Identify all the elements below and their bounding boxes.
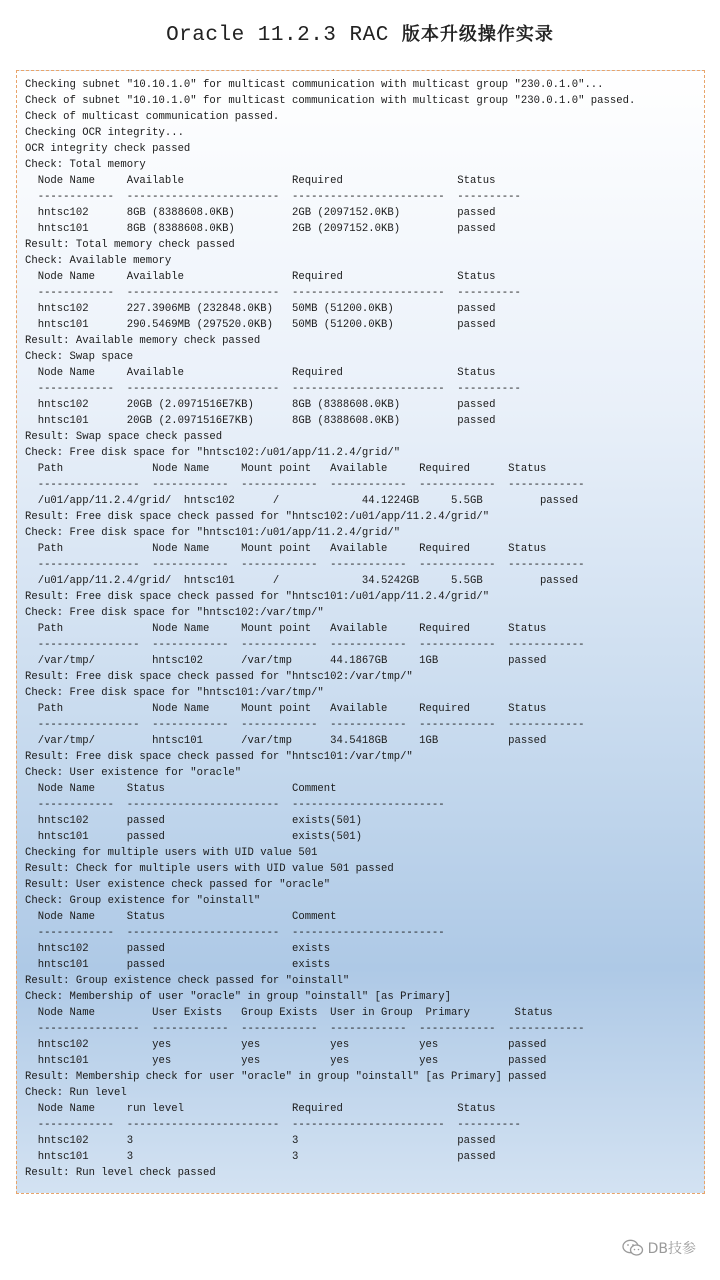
- log-line: Check: Free disk space for "hntsc101:/u01/app/11.2.4/grid/": [25, 527, 401, 539]
- log-output: [17, 71, 704, 1181]
- log-line: /var/tmp/ hntsc101 /var/tmp 34.5418GB 1GB passed: [25, 735, 547, 747]
- log-line: Checking subnet "10.10.1.0" for multicast communication with multicast group "230.0.1.0"...: [25, 79, 604, 91]
- log-line: Result: Free disk space check passed for "hntsc101:/u01/app/11.2.4/grid/": [25, 591, 490, 603]
- log-line: Result: Free disk space check passed for "hntsc102:/u01/app/11.2.4/grid/": [25, 511, 490, 523]
- log-line: Result: Free disk space check passed for "hntsc102:/var/tmp/": [25, 671, 413, 683]
- log-line: Check: Swap space: [25, 351, 134, 363]
- log-line: Check of multicast communication passed.: [25, 111, 280, 123]
- log-line: Result: User existence check passed for "oracle": [25, 879, 331, 891]
- log-line: /u01/app/11.2.4/grid/ hntsc102 / 44.1224GB 5.5GB passed: [25, 495, 579, 507]
- log-line: /u01/app/11.2.4/grid/ hntsc101 / 34.5242GB 5.5GB passed: [25, 575, 579, 587]
- log-line: Node Name Available Required Status: [25, 175, 496, 187]
- log-line: hntsc101 8GB (8388608.0KB) 2GB (2097152.0KB) passed: [25, 223, 496, 235]
- log-line: Result: Group existence check passed for "oinstall": [25, 975, 350, 987]
- log-line: ---------------- ------------ ------------ ------------ ------------ ------------: [25, 479, 585, 491]
- log-line: hntsc101 20GB (2.0971516E7KB) 8GB (8388608.0KB) passed: [25, 415, 496, 427]
- log-line: hntsc101 3 3 passed: [25, 1151, 496, 1163]
- log-line: hntsc101 passed exists: [25, 959, 331, 971]
- log-line: Checking for multiple users with UID value 501: [25, 847, 318, 859]
- log-line: ------------ ------------------------ ------------------------ ----------: [25, 191, 521, 203]
- log-line: Check: Run level: [25, 1087, 127, 1099]
- log-line: ---------------- ------------ ------------ ------------ ------------ ------------: [25, 719, 585, 731]
- log-line: Result: Check for multiple users with UID value 501 passed: [25, 863, 394, 875]
- log-line: Check: User existence for "oracle": [25, 767, 242, 779]
- log-line: Node Name User Exists Group Exists User in Group Primary Status: [25, 1007, 553, 1019]
- log-line: hntsc101 yes yes yes yes passed: [25, 1055, 547, 1067]
- log-panel: [16, 70, 705, 1194]
- log-line: ------------ ------------------------ ------------------------ ----------: [25, 1119, 521, 1131]
- log-line: hntsc102 yes yes yes yes passed: [25, 1039, 547, 1051]
- log-line: Check: Free disk space for "hntsc102:/u01/app/11.2.4/grid/": [25, 447, 401, 459]
- watermark-text: DB技参: [647, 1241, 696, 1257]
- log-line: Check: Free disk space for "hntsc102:/var/tmp/": [25, 607, 324, 619]
- log-line: hntsc102 passed exists(501): [25, 815, 362, 827]
- log-line: hntsc102 20GB (2.0971516E7KB) 8GB (8388608.0KB) passed: [25, 399, 496, 411]
- log-line: Path Node Name Mount point Available Required Status: [25, 703, 547, 715]
- log-line: Result: Total memory check passed: [25, 239, 235, 251]
- log-line: ------------ ------------------------ ------------------------: [25, 799, 445, 811]
- log-line: Check: Free disk space for "hntsc101:/var/tmp/": [25, 687, 324, 699]
- log-line: hntsc102 3 3 passed: [25, 1135, 496, 1147]
- log-line: ---------------- ------------ ------------ ------------ ------------ ------------: [25, 1023, 585, 1035]
- title-chinese: 版本升级操作实录: [401, 24, 554, 45]
- log-line: hntsc101 passed exists(501): [25, 831, 362, 843]
- log-line: ------------ ------------------------ ------------------------: [25, 927, 445, 939]
- log-line: /var/tmp/ hntsc102 /var/tmp 44.1867GB 1GB passed: [25, 655, 547, 667]
- log-line: Path Node Name Mount point Available Required Status: [25, 543, 547, 555]
- log-line: ---------------- ------------ ------------ ------------ ------------ ------------: [25, 559, 585, 571]
- log-line: Result: Free disk space check passed for "hntsc101:/var/tmp/": [25, 751, 413, 763]
- log-line: Check: Available memory: [25, 255, 172, 267]
- log-line: Node Name Available Required Status: [25, 271, 496, 283]
- log-line: hntsc102 8GB (8388608.0KB) 2GB (2097152.0KB) passed: [25, 207, 496, 219]
- log-line: Check of subnet "10.10.1.0" for multicast communication with multicast group "230.0.1.0" passed.: [25, 95, 636, 107]
- title-latin: Oracle 11.2.3 RAC: [166, 24, 402, 47]
- watermark: [622, 1238, 696, 1258]
- log-line: Result: Swap space check passed: [25, 431, 223, 443]
- wechat-icon: [622, 1239, 644, 1257]
- log-line: OCR integrity check passed: [25, 143, 191, 155]
- log-line: hntsc102 227.3906MB (232848.0KB) 50MB (51200.0KB) passed: [25, 303, 496, 315]
- log-line: Path Node Name Mount point Available Required Status: [25, 463, 547, 475]
- log-line: Node Name Status Comment: [25, 911, 337, 923]
- log-line: hntsc101 290.5469MB (297520.0KB) 50MB (51200.0KB) passed: [25, 319, 496, 331]
- log-line: Checking OCR integrity...: [25, 127, 184, 139]
- log-line: ------------ ------------------------ ------------------------ ----------: [25, 383, 521, 395]
- log-line: Path Node Name Mount point Available Required Status: [25, 623, 547, 635]
- log-line: Result: Available memory check passed: [25, 335, 261, 347]
- log-line: Node Name Available Required Status: [25, 367, 496, 379]
- log-line: Check: Membership of user "oracle" in group "oinstall" [as Primary]: [25, 991, 451, 1003]
- log-line: Check: Total memory: [25, 159, 146, 171]
- log-line: Result: Run level check passed: [25, 1167, 216, 1179]
- page-title: [0, 20, 720, 47]
- log-line: Node Name run level Required Status: [25, 1103, 496, 1115]
- log-line: hntsc102 passed exists: [25, 943, 331, 955]
- log-line: Result: Membership check for user "oracle" in group "oinstall" [as Primary] passed: [25, 1071, 547, 1083]
- log-line: Check: Group existence for "oinstall": [25, 895, 261, 907]
- log-line: ------------ ------------------------ ------------------------ ----------: [25, 287, 521, 299]
- log-line: ---------------- ------------ ------------ ------------ ------------ ------------: [25, 639, 585, 651]
- log-line: Node Name Status Comment: [25, 783, 337, 795]
